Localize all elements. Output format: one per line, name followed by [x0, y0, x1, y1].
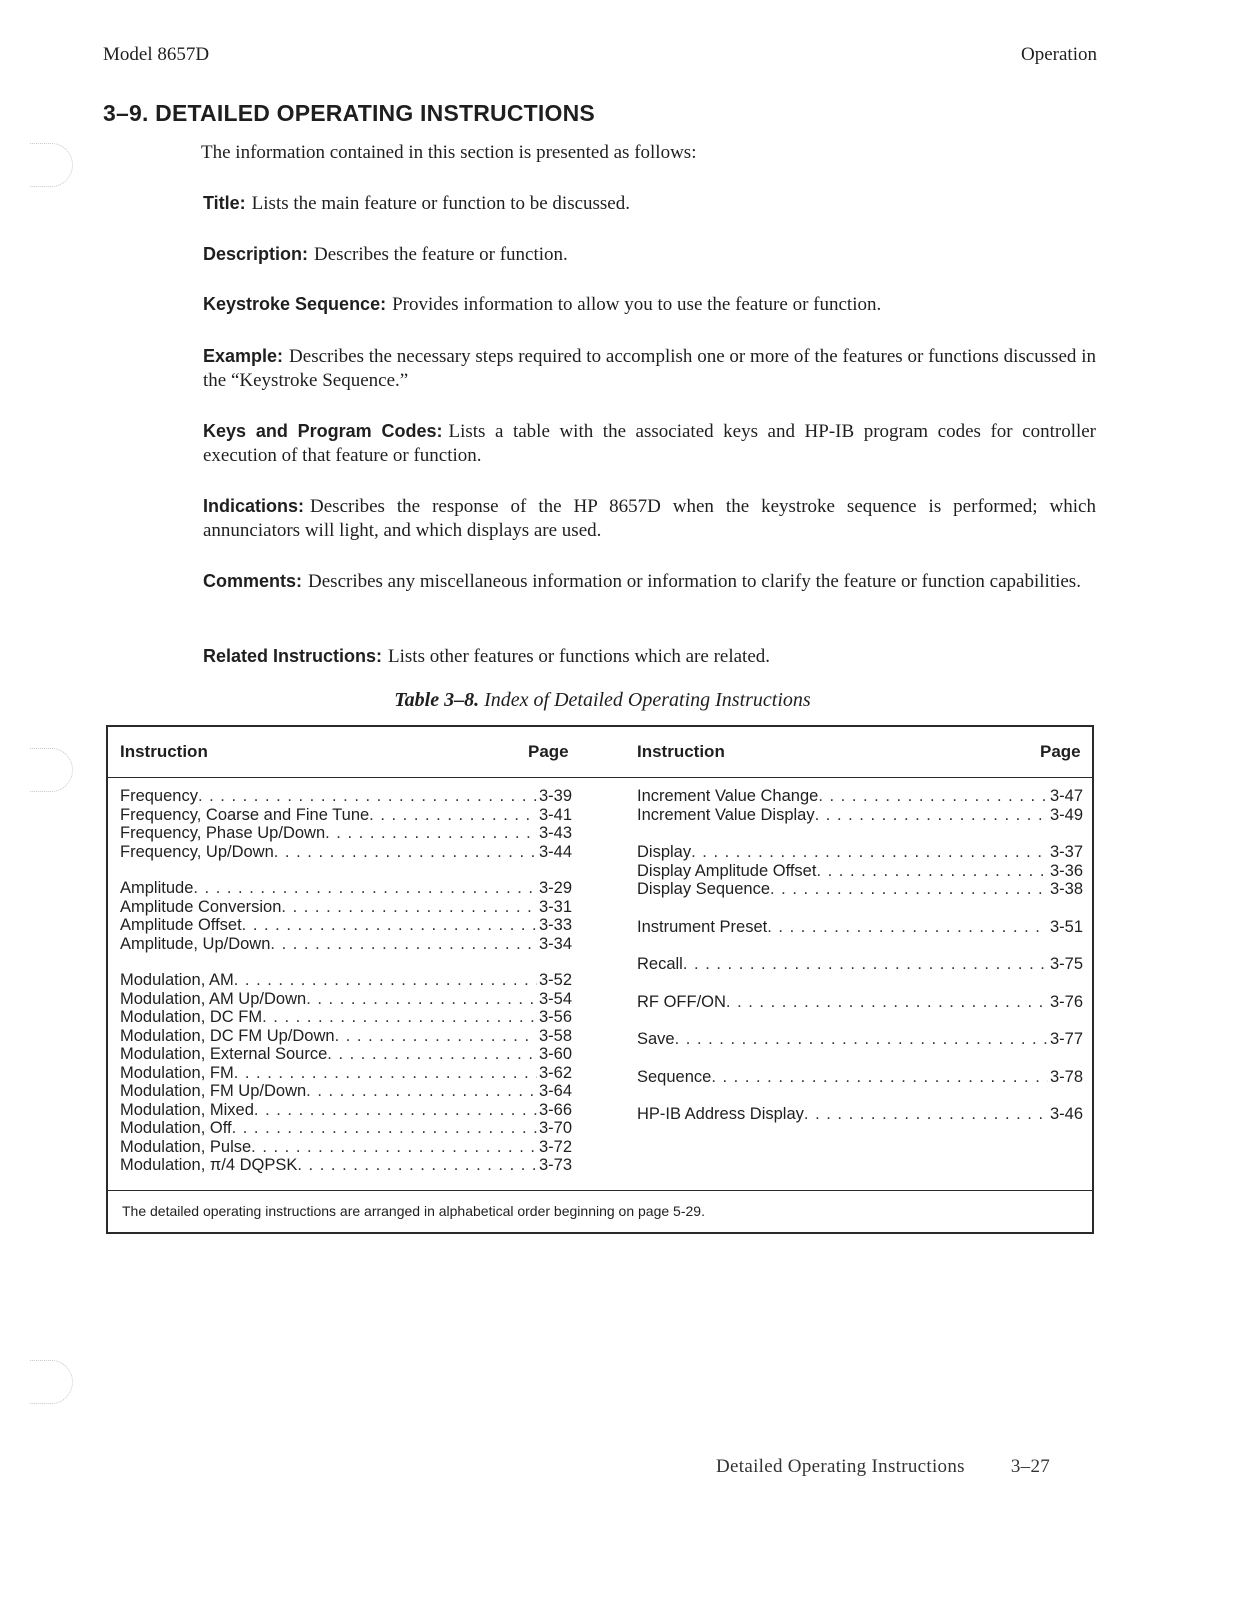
footer-page-number: 3–27	[1010, 1456, 1051, 1477]
dot-leader	[234, 971, 537, 990]
column-header-instruction: Instruction	[637, 742, 725, 761]
entry-page: 3-54	[538, 989, 572, 1008]
definition-keystroke-sequence	[203, 292, 1096, 317]
entry-name: Modulation, Off	[120, 1119, 232, 1137]
dot-leader	[262, 1008, 537, 1027]
index-group	[637, 843, 1083, 899]
dot-leader	[711, 1068, 1048, 1087]
entry-name: Frequency, Coarse and Fine Tune	[120, 805, 370, 824]
dot-leader	[369, 806, 537, 825]
definition-term: Description:	[203, 244, 309, 264]
index-entry	[637, 918, 1083, 937]
entry-page: 3-62	[538, 1063, 572, 1082]
index-entry	[120, 935, 572, 954]
entry-name: Modulation, DC FM	[120, 1008, 263, 1026]
entry-page: 3-58	[538, 1026, 572, 1045]
index-entry	[120, 1156, 572, 1175]
index-entry	[120, 1119, 572, 1138]
entry-name: Increment Value Display	[637, 805, 815, 824]
entry-name: Sequence	[637, 1067, 712, 1086]
definition-title	[203, 191, 1096, 216]
dot-leader	[232, 1119, 537, 1138]
definition-text: Provides information to allow you to use the feature or function.	[392, 294, 882, 315]
page-header	[103, 44, 1097, 66]
index-entry	[120, 806, 572, 825]
definition-text: Describes the necessary steps required to accomplish one or more of the features or functions discussed in the “Keystroke Sequence.”	[203, 346, 1096, 391]
entry-page: 3-36	[1049, 861, 1083, 880]
definition-term: Keys and Program Codes:	[203, 421, 443, 441]
entry-page: 3-38	[1049, 880, 1083, 898]
entry-page: 3-78	[1049, 1067, 1083, 1086]
entry-name: Instrument Preset	[637, 917, 768, 936]
entry-name: Save	[637, 1030, 675, 1048]
entry-name: Recall	[637, 955, 683, 973]
dot-leader	[691, 843, 1048, 862]
dot-leader	[816, 862, 1048, 881]
index-entry	[120, 971, 572, 990]
entry-name: Modulation, AM	[120, 971, 234, 989]
dot-leader	[234, 1064, 537, 1083]
entry-page: 3-52	[538, 971, 572, 989]
column-header-instruction: Instruction	[120, 742, 208, 761]
entry-name: Amplitude	[120, 879, 194, 897]
entry-name: Frequency	[120, 787, 198, 805]
table-caption-number: Table 3–8.	[394, 689, 480, 711]
index-entry	[120, 1064, 572, 1083]
dot-leader	[281, 898, 537, 917]
index-group	[637, 955, 1083, 974]
index-group	[637, 1030, 1083, 1049]
entry-page: 3-66	[538, 1100, 572, 1119]
dot-leader	[675, 1030, 1048, 1049]
entry-name: Modulation, FM Up/Down	[120, 1082, 307, 1100]
entry-page: 3-29	[538, 879, 572, 897]
entry-page: 3-33	[538, 916, 572, 934]
entry-page: 3-72	[538, 1137, 572, 1156]
entry-page: 3-51	[1049, 917, 1083, 936]
page-footer	[716, 1456, 1050, 1478]
entry-page: 3-43	[538, 824, 572, 842]
index-table	[106, 725, 1094, 1234]
entry-name: Modulation, FM	[120, 1063, 234, 1082]
definition-keys-program-codes	[203, 419, 1096, 468]
dot-leader	[815, 806, 1048, 825]
dot-leader	[327, 1045, 537, 1064]
punch-hole-mark	[30, 1360, 73, 1404]
entry-name: Modulation, Mixed	[120, 1100, 254, 1119]
index-entry	[120, 824, 572, 843]
entry-name: Amplitude Conversion	[120, 897, 282, 916]
column-header-page: Page	[528, 742, 569, 761]
definition-term: Example:	[203, 346, 284, 366]
table-caption	[0, 689, 1205, 712]
index-column-right	[637, 787, 1083, 1143]
index-entry	[637, 955, 1083, 974]
entry-name: RF OFF/ON	[637, 992, 726, 1011]
entry-name: Display	[637, 843, 692, 861]
index-group	[637, 1068, 1083, 1087]
dot-leader	[770, 880, 1048, 899]
entry-name: Amplitude Offset	[120, 916, 242, 934]
index-entry	[637, 862, 1083, 881]
dot-leader	[306, 1082, 537, 1101]
index-entry	[120, 1045, 572, 1064]
section-title: 3–9. DETAILED OPERATING INSTRUCTIONS	[103, 100, 595, 126]
table-note: The detailed operating instructions are arranged in alphabetical order beginning on page 5-29.	[108, 1190, 1092, 1234]
definition-text: Lists the main feature or function to be discussed.	[251, 193, 630, 214]
definition-term: Keystroke Sequence:	[203, 294, 387, 314]
definition-related-instructions	[203, 644, 1096, 669]
table-header-row	[108, 727, 1092, 778]
entry-name: Modulation, π/4 DQPSK	[120, 1156, 298, 1174]
index-group	[637, 1105, 1083, 1124]
index-group	[637, 918, 1083, 937]
index-entry	[120, 1008, 572, 1027]
header-chapter: Operation	[1021, 44, 1097, 65]
index-group	[120, 879, 572, 953]
index-entry	[637, 880, 1083, 899]
index-group	[637, 787, 1083, 824]
entry-name: Modulation, DC FM Up/Down	[120, 1026, 335, 1045]
definition-comments	[203, 569, 1096, 594]
definition-indications	[203, 494, 1096, 543]
definition-text: Lists a table with the associated keys and HP-IB program codes for controller execution of that feature or function.	[203, 421, 1097, 466]
dot-leader	[325, 824, 537, 843]
index-entry	[637, 1030, 1083, 1049]
entry-page: 3-56	[538, 1008, 572, 1026]
index-entry	[120, 787, 572, 806]
dot-leader	[270, 935, 537, 954]
entry-page: 3-47	[1049, 787, 1083, 805]
entry-name: Frequency, Phase Up/Down	[120, 824, 326, 842]
entry-page: 3-76	[1049, 992, 1083, 1011]
index-entry	[637, 1068, 1083, 1087]
entry-name: Increment Value Change	[637, 787, 819, 805]
entry-page: 3-41	[538, 805, 572, 824]
dot-leader	[274, 843, 537, 862]
entry-page: 3-44	[538, 842, 572, 861]
entry-page: 3-77	[1049, 1030, 1083, 1048]
definition-term: Indications:	[203, 496, 305, 516]
dot-leader	[242, 916, 537, 935]
dot-leader	[193, 879, 537, 898]
definition-text: Describes the response of the HP 8657D when the keystroke sequence is performed; which annunciators will light, and which displays are used.	[203, 496, 1096, 541]
definition-example	[203, 344, 1096, 393]
entry-page: 3-64	[538, 1082, 572, 1100]
index-group	[120, 971, 572, 1175]
entry-name: Frequency, Up/Down	[120, 842, 274, 861]
definition-text: Lists other features or functions which are related.	[388, 646, 770, 667]
entry-name: HP-IB Address Display	[637, 1105, 804, 1123]
entry-name: Display Amplitude Offset	[637, 861, 817, 880]
definition-description	[203, 242, 1096, 267]
index-entry	[120, 843, 572, 862]
entry-page: 3-73	[538, 1156, 572, 1174]
index-entry	[637, 993, 1083, 1012]
entry-name: Display Sequence	[637, 880, 770, 898]
dot-leader	[198, 787, 537, 806]
footer-title: Detailed Operating Instructions	[716, 1456, 965, 1477]
entry-page: 3-37	[1049, 843, 1083, 861]
section-intro: The information contained in this section is presented as follows:	[201, 142, 697, 163]
index-entry	[120, 1027, 572, 1046]
punch-hole-mark	[30, 143, 73, 187]
index-entry	[637, 806, 1083, 825]
entry-page: 3-75	[1049, 955, 1083, 973]
entry-name: Modulation, External Source	[120, 1045, 328, 1063]
definition-term: Title:	[203, 193, 246, 213]
entry-page: 3-34	[538, 934, 572, 953]
index-group	[120, 787, 572, 861]
index-entry	[120, 898, 572, 917]
dot-leader	[297, 1156, 537, 1175]
definition-text: Describes the feature or function.	[314, 244, 568, 265]
dot-leader	[804, 1105, 1048, 1124]
index-entry	[120, 1101, 572, 1120]
entry-page: 3-31	[538, 897, 572, 916]
table-caption-text: Index of Detailed Operating Instructions	[484, 689, 811, 711]
dot-leader	[251, 1138, 537, 1157]
definition-term: Related Instructions:	[203, 646, 383, 666]
dot-leader	[254, 1101, 537, 1120]
index-entry	[120, 879, 572, 898]
dot-leader	[306, 990, 537, 1009]
dot-leader	[767, 918, 1048, 937]
column-header-page: Page	[1040, 742, 1081, 761]
entry-name: Modulation, AM Up/Down	[120, 989, 307, 1008]
index-entry	[637, 843, 1083, 862]
index-entry	[120, 1082, 572, 1101]
entry-page: 3-60	[538, 1045, 572, 1063]
index-entry	[120, 1138, 572, 1157]
dot-leader	[683, 955, 1048, 974]
dot-leader	[818, 787, 1048, 806]
entry-name: Amplitude, Up/Down	[120, 934, 271, 953]
header-model: Model 8657D	[103, 44, 210, 65]
definition-term: Comments:	[203, 571, 303, 591]
entry-page: 3-70	[538, 1119, 572, 1137]
dot-leader	[726, 993, 1048, 1012]
entry-page: 3-49	[1049, 805, 1083, 824]
index-entry	[120, 990, 572, 1009]
index-entry	[637, 1105, 1083, 1124]
dot-leader	[335, 1027, 537, 1046]
index-entry	[120, 916, 572, 935]
entry-page: 3-46	[1049, 1105, 1083, 1123]
index-group	[637, 993, 1083, 1012]
entry-name: Modulation, Pulse	[120, 1137, 252, 1156]
index-column-left	[120, 787, 572, 1193]
punch-hole-mark	[30, 748, 73, 792]
entry-page: 3-39	[538, 787, 572, 805]
index-entry	[637, 787, 1083, 806]
definition-text: Describes any miscellaneous information or information to clarify the feature or function capabilities.	[308, 571, 1081, 592]
